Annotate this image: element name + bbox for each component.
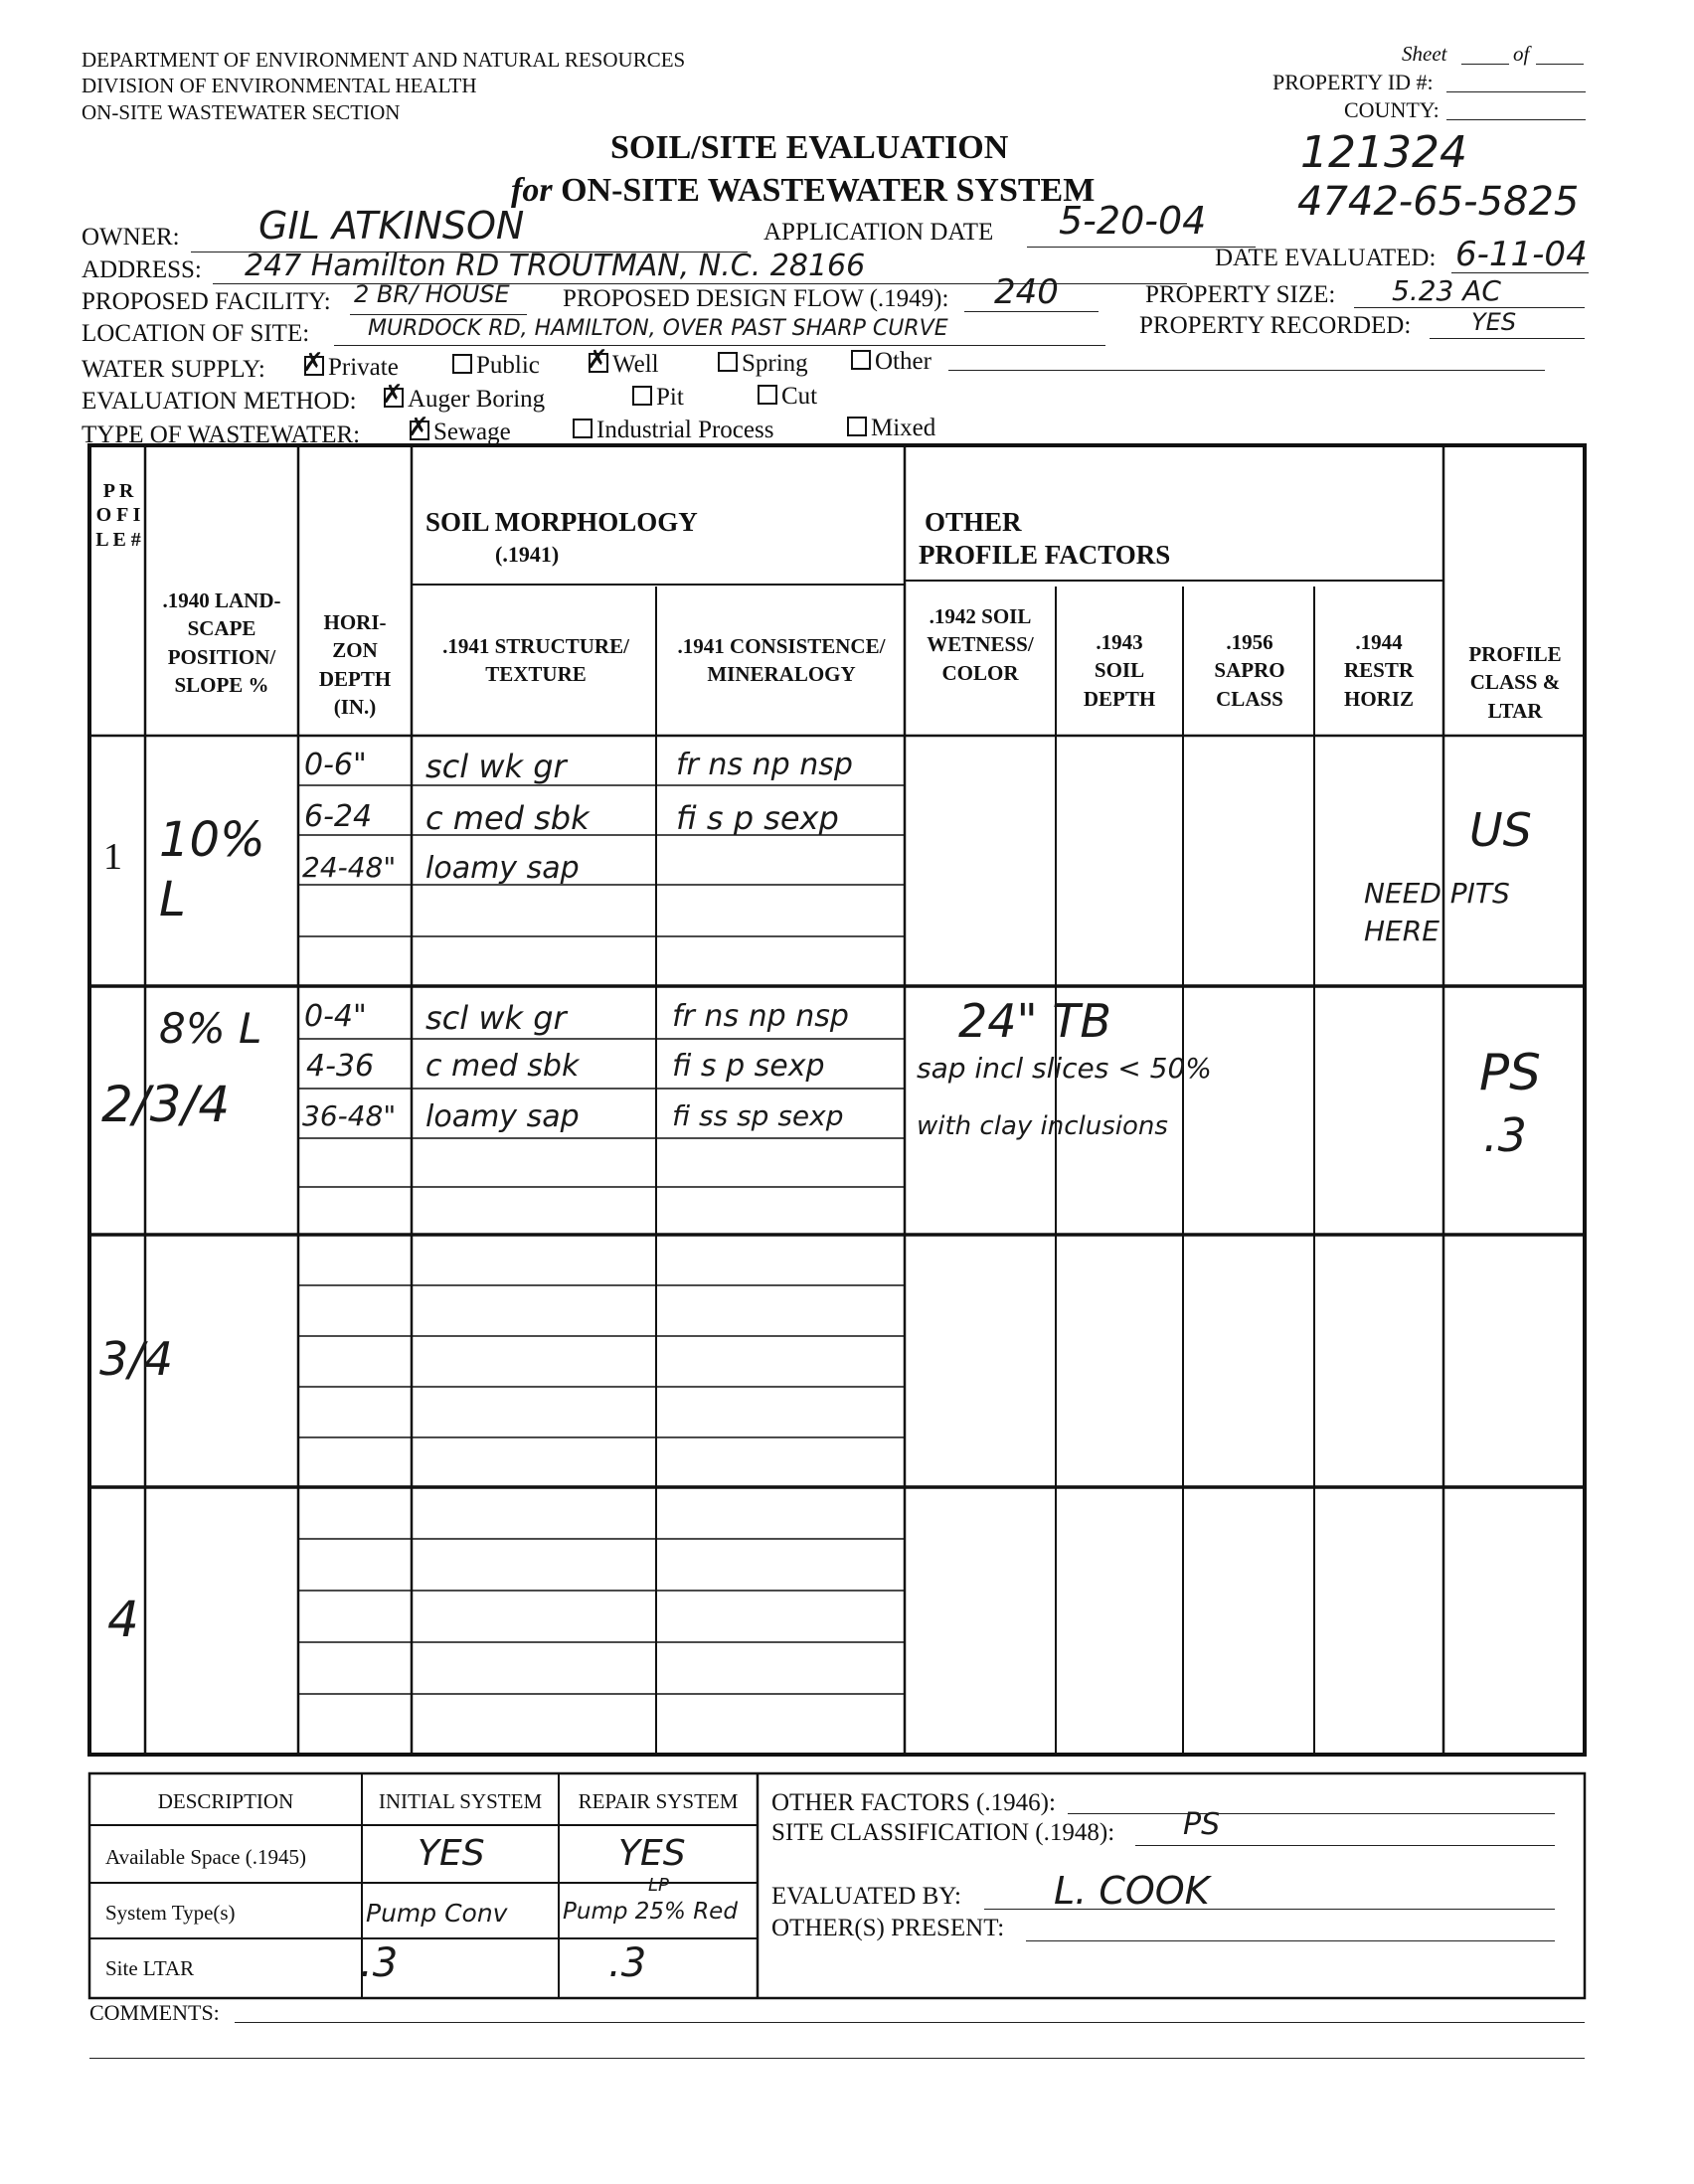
header-soil-morphology-code: (.1941) [495,542,560,567]
evaluated-by-label: EVALUATED BY: [771,1883,961,1910]
profile-1-structure-2: c med sbk [425,799,590,837]
handwritten-case-number: 121324 [1300,127,1467,178]
profile-2-structure-2: c med sbk [425,1049,580,1084]
agency-line-1: DEPARTMENT OF ENVIRONMENT AND NATURAL RESOURCES [82,48,686,72]
header-soil-depth: .1943 SOIL DEPTH [1083,630,1156,711]
header-wetness: .1942 SOIL WETNESS/ COLOR [927,604,1034,685]
profile-1-landscape: 10% L [159,812,265,927]
sewage-label: Sewage [433,419,511,445]
profile-4-number: 4 [107,1591,139,1648]
profile-2-depth-1: 0-4" [304,999,367,1034]
agency-line-3: ON-SITE WASTEWATER SECTION [82,99,401,124]
system-header-description: DESCRIPTION [157,1789,294,1813]
wastewater-type-label: TYPE OF WASTEWATER: [82,421,361,448]
system-row-type-initial: Pump Conv [366,1899,508,1928]
profile-2-depth-2: 4-36 [306,1049,375,1084]
form-subtitle-main: ON-SITE WASTEWATER SYSTEM [561,172,1096,209]
others-present-label: OTHER(S) PRESENT: [771,1915,1005,1941]
evaluated-by-value: L. COOK [1054,1869,1210,1913]
property-recorded-value: YES [1471,308,1517,336]
profile-2-structure-3: loamy sap [425,1099,580,1134]
evaluation-method-label: EVALUATION METHOD: [82,388,357,415]
profile-2-other-1: 24" TB [958,994,1111,1048]
owner-value: GIL ATKINSON [258,204,525,248]
header-soil-morphology: SOIL MORPHOLOGY [425,507,698,537]
county-label: COUNTY: [1344,97,1440,122]
other-label: Other [875,348,932,375]
cut-label: Cut [781,383,818,410]
handwritten-parcel-number: 4742-65-5825 [1297,179,1580,225]
proposed-facility-label: PROPOSED FACILITY: [82,288,331,315]
system-row-available-initial: YES [418,1833,485,1874]
other-factors-label: OTHER FACTORS (.1946): [771,1789,1056,1816]
system-header-initial: INITIAL SYSTEM [378,1789,543,1813]
system-header-repair: REPAIR SYSTEM [578,1789,739,1813]
header-profile-factors: PROFILE FACTORS [919,540,1171,570]
date-evaluated-label: DATE EVALUATED: [1215,245,1437,271]
system-row-ltar-initial: .3 [360,1940,399,1986]
profile-1-consistence-2: fi s p sexp [676,799,839,837]
property-size-label: PROPERTY SIZE: [1145,281,1336,308]
address-label: ADDRESS: [82,256,202,283]
design-flow-label: PROPOSED DESIGN FLOW (.1949): [563,285,949,312]
profile-1-class: US [1469,803,1532,857]
private-label: Private [328,354,399,381]
header-structure: .1941 STRUCTURE/ TEXTURE [442,634,629,687]
site-classification-label: SITE CLASSIFICATION (.1948): [771,1819,1115,1846]
address-value: 247 Hamilton RD TROUTMAN, N.C. 28166 [245,249,866,283]
profile-2-other-2: sap incl slices < 50% [917,1052,1212,1085]
water-supply-label: WATER SUPPLY: [82,356,265,383]
public-label: Public [476,352,540,379]
comments-label: COMMENTS: [89,2000,220,2025]
form-title: SOIL/SITE EVALUATION [610,129,1009,166]
form-subtitle-prefix: for [511,172,553,209]
profile-2-number: 2/3/4 [101,1076,231,1133]
profile-1-structure-1: scl wk gr [425,748,567,785]
profile-2-consistence-3: fi ss sp sexp [672,1099,844,1132]
system-row-ltar-repair: .3 [608,1940,647,1986]
comments-field-line-2[interactable] [89,2058,1585,2059]
header-profile: P R O F I L E # [95,480,141,551]
proposed-facility-value: 2 BR/ HOUSE [354,280,510,308]
system-row-type-repair: Pump 25% Red [563,1899,738,1925]
profile-3-number: 3/4 [99,1332,174,1386]
header-sapro: .1956 SAPRO CLASS [1214,630,1285,711]
profile-1-depth-3: 24-48" [302,851,397,884]
profile-1-consistence-1: fr ns np nsp [676,748,853,782]
others-present-field[interactable] [1026,1940,1555,1941]
header-consistence: .1941 CONSISTENCE/ MINERALOGY [677,634,886,687]
auger-label: Auger Boring [408,386,546,413]
mixed-label: Mixed [871,415,936,441]
header-horizon: HORI- ZON DEPTH (IN.) [318,610,392,720]
comments-field-line-1[interactable] [235,2022,1585,2023]
profile-2-class: PS [1479,1044,1541,1101]
profile-1-depth-2: 6-24 [304,799,373,834]
sheet-label: Sheet [1402,42,1447,66]
system-row-type-repair-note: LP [648,1875,669,1896]
spring-label: Spring [742,350,808,377]
property-recorded-label: PROPERTY RECORDED: [1139,312,1412,339]
industrial-label: Industrial Process [596,417,774,443]
system-row-available-repair: YES [618,1833,686,1874]
header-landscape: .1940 LAND- SCAPE POSITION/ SLOPE % [162,588,281,698]
agency-line-2: DIVISION OF ENVIRONMENTAL HEALTH [82,74,477,98]
profile-1-number: 1 [103,836,122,878]
system-row-ltar-label: Site LTAR [105,1956,195,1980]
property-size-value: 5.23 AC [1392,274,1501,307]
date-evaluated-value: 6-11-04 [1455,235,1588,274]
location-value: MURDOCK RD, HAMILTON, OVER PAST SHARP CURVE [368,316,948,341]
profile-2-structure-1: scl wk gr [425,999,567,1037]
profile-1-note: NEED PITS HERE [1364,877,1510,947]
application-date-value: 5-20-04 [1059,199,1207,243]
design-flow-value: 240 [994,272,1059,312]
profile-2-depth-3: 36-48" [302,1099,397,1132]
header-profile-class: PROFILE CLASS & LTAR [1468,642,1562,723]
owner-label: OWNER: [82,224,180,251]
system-row-available-label: Available Space (.1945) [105,1845,306,1869]
well-label: Well [612,351,659,378]
location-label: LOCATION OF SITE: [82,320,310,347]
pit-label: Pit [656,384,684,411]
other-factors-field[interactable] [1068,1813,1555,1814]
site-classification-field[interactable] [1135,1845,1555,1846]
profile-2-consistence-2: fi s p sexp [672,1049,825,1084]
profile-2-other-3: with clay inclusions [917,1111,1168,1141]
application-date-label: APPLICATION DATE [763,219,994,246]
profile-2-landscape: 8% L [159,1004,262,1053]
header-other: OTHER [925,507,1022,537]
profile-1-depth-1: 0-6" [304,748,367,782]
header-restr: .1944 RESTR HORIZ [1343,630,1415,711]
profile-2-ltar: .3 [1483,1108,1527,1162]
profile-1-structure-3: loamy sap [425,851,580,886]
profile-2-consistence-1: fr ns np nsp [672,999,849,1034]
system-row-type-label: System Type(s) [105,1901,236,1925]
site-classification-value: PS [1183,1807,1221,1842]
of-label: of [1513,42,1530,66]
property-id-label: PROPERTY ID #: [1272,70,1434,94]
